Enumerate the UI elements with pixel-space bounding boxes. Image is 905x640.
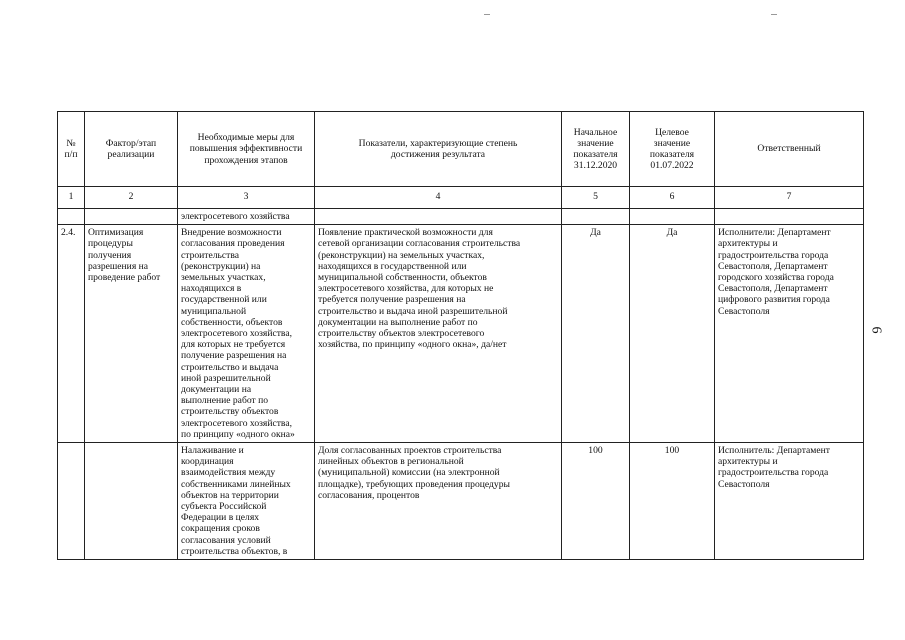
header-indicators: Показатели, характеризующие степень достижения результата (315, 112, 562, 187)
scan-mark (771, 14, 777, 15)
empty-cell (58, 209, 85, 225)
indicator-cell: Доля согласованных проектов строительства линейных объектов в региональной (муниципальной) комиссии (на электронной площадке), требующих проведения процедуры согласования, процентов (315, 443, 562, 560)
empty-cell (630, 209, 715, 225)
continuation-row (58, 209, 864, 225)
header-measures: Необходимые меры для повышения эффективности прохождения этапов (178, 112, 315, 187)
column-number: 7 (715, 187, 864, 209)
measure-cell: Внедрение возможности согласования проведения строительства (реконструкции) на земельных участках, находящихся в государственной или муниципальной собственности, объектов электросетевого хозяйства, для которых не требуется получение разрешения на строительство и выдача иной разрешительной документации на выполнение работ по строительству объектов электросетевого хозяйства, по принципу «одного окна» (178, 225, 315, 443)
page-number: 6 (868, 326, 884, 334)
target-value-cell: Да (630, 225, 715, 443)
factor-cell (85, 443, 178, 560)
column-number: 1 (58, 187, 85, 209)
target-value-cell: 100 (630, 443, 715, 560)
table-row (58, 443, 864, 560)
column-number: 4 (315, 187, 562, 209)
initial-value-cell: 100 (562, 443, 630, 560)
empty-cell (562, 209, 630, 225)
header-initial-value: Начальное значение показателя 31.12.2020 (562, 112, 630, 187)
empty-cell (315, 209, 562, 225)
measure-cell: электросетевого хозяйства (178, 209, 315, 225)
header-target-value: Целевое значение показателя 01.07.2022 (630, 112, 715, 187)
column-number: 3 (178, 187, 315, 209)
row-number-cell: 2.4. (58, 225, 85, 443)
table-row (58, 225, 864, 443)
scan-mark (484, 14, 490, 15)
header-responsible: Ответственный (715, 112, 864, 187)
row-number-cell (58, 443, 85, 560)
column-number: 6 (630, 187, 715, 209)
empty-cell (715, 209, 864, 225)
indicator-cell: Появление практической возможности для сетевой организации согласования строительства (реконструкции) на земельных участках, находящихся в государственной или муниципальной собственности, объектов электросетевого хозяйства, для которых не требуется получение разрешения на строительство и выдача иной разрешительной документации на выполнение работ по строительству объектов электросетевого хозяйства, по принципу «одного окна», да/нет (315, 225, 562, 443)
column-number: 2 (85, 187, 178, 209)
table-header-row (58, 112, 864, 187)
measures-table (57, 111, 864, 560)
measure-cell: Налаживание и координация взаимодействия между собственниками линейных объектов на территории субъекта Российской Федерации в целях сокращения сроков согласования условий строительства объектов, в (178, 443, 315, 560)
factor-cell: Оптимизация процедуры получения разрешения на проведение работ (85, 225, 178, 443)
initial-value-cell: Да (562, 225, 630, 443)
header-factor: Фактор/этап реализации (85, 112, 178, 187)
header-num: № п/п (58, 112, 85, 187)
responsible-cell: Исполнитель: Департамент архитектуры и градостроительства города Севастополя (715, 443, 864, 560)
column-number-row (58, 187, 864, 209)
empty-cell (85, 209, 178, 225)
column-number: 5 (562, 187, 630, 209)
responsible-cell: Исполнители: Департамент архитектуры и градостроительства города Севастополя, Департамент городского хозяйства города Севастополя, Департамент цифрового развития города Севастополя (715, 225, 864, 443)
